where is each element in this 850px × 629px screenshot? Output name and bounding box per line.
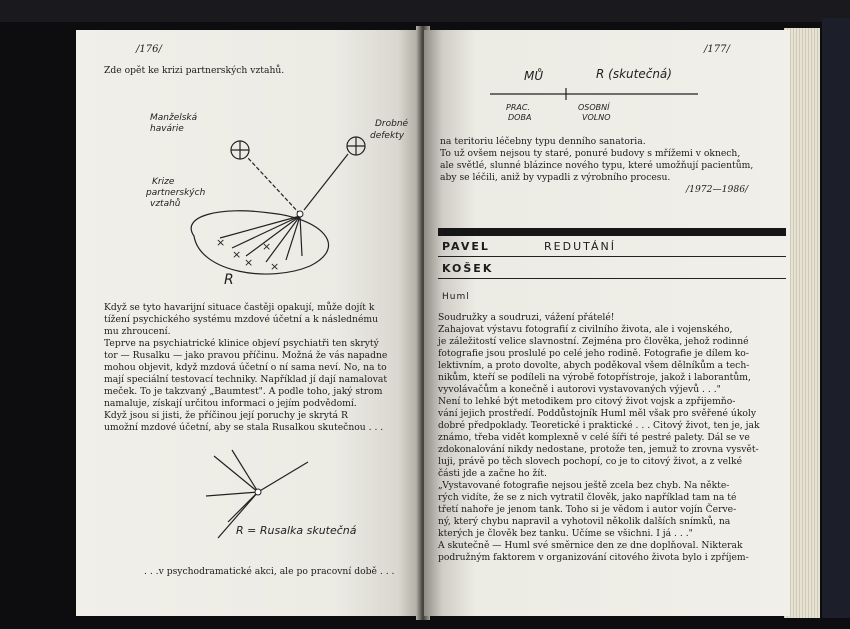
header-rule-1 — [438, 256, 786, 257]
label-r: R — [224, 272, 234, 288]
author-last-name: KOŠEK — [442, 262, 494, 275]
diagram-r: R (skutečná) — [596, 67, 672, 81]
body-line-17: třetí nahoře je jenom tank. Toho si je vědom i autor vojín Červe- — [438, 504, 737, 515]
rusalka-origin — [255, 489, 261, 495]
label-crisis-1: Krize — [152, 177, 175, 187]
body-line-5: lektivním, a proto dovolte, abych poděkoval všem dělníkům a tech- — [438, 360, 750, 371]
top-line-1: na teritoriu léčebny typu denního sanatoria. — [440, 136, 646, 147]
body-line-9: vání jejich prostředí. Poddůstojník Huml měl však pro svěřené úkoly — [438, 408, 757, 419]
svg-text:×: × — [232, 248, 242, 261]
date-range: /1972—1986/ — [686, 184, 749, 195]
body-line-4: fotografie jsou proslulé po celé jeho rodině. Fotografie je dílem ko- — [438, 348, 749, 359]
figure-rusalka — [188, 438, 418, 546]
diagram-osobni-1: OSOBNÍ — [578, 103, 610, 112]
book-cover-top — [0, 0, 850, 22]
label-marriage-2: havárie — [150, 124, 184, 134]
speaker-name: Huml — [442, 292, 470, 302]
diagram-mu: MŮ — [524, 69, 544, 83]
closing-line: . . .v psychodramatické akci, ale po pracovní době . . . — [144, 566, 395, 577]
left-page — [76, 30, 422, 616]
para-line-2: tížení psychického systému mzdové účetní a k následnému — [104, 314, 379, 325]
para-line-11: umožní mzdové účetní, aby se stala Rusalkou skutečnou . . . — [104, 422, 384, 433]
body-line-16: rých vidíte, že se z nich vytratil člověk, jako například tam na té — [438, 492, 737, 503]
body-line-18: ný, který chybu napravil a vyhotovil několik dalších snímků, na — [438, 516, 731, 527]
diagram-prac-1: PRAC. — [506, 103, 530, 112]
body-line-7: vyvolávačům a konečně i autorovi vystavovaných výjevů . . ." — [438, 384, 721, 395]
page-number-right: /177/ — [704, 44, 730, 55]
svg-text:×: × — [262, 240, 272, 253]
para-line-9: namaluje, získají určitou informaci o jejím podvědomí. — [104, 398, 357, 409]
body-line-15: „Vystavované fotografie nejsou ještě zcela bez chyb. Na někte- — [438, 480, 730, 491]
label-marriage-1: Manželská — [150, 113, 198, 123]
para-line-7: mají speciální testovací techniky. Například jí dají namalovat — [104, 374, 388, 385]
body-line-1: Soudružky a soudruzi, vážení přátelé! — [438, 312, 615, 323]
para-line-6: mohou objevit, když mzdová účetní o ní sama neví. No, na to — [104, 362, 387, 373]
story-title: REDUTÁNÍ — [544, 240, 616, 253]
label-defects-2: defekty — [370, 131, 405, 141]
figure-work-leisure — [484, 64, 704, 134]
svg-text:×: × — [216, 236, 226, 249]
label-crisis-3: vztahů — [150, 199, 181, 209]
label-defects-1: Drobné — [375, 119, 409, 129]
rusalka-label: R = Rusalka skutečná — [236, 524, 357, 537]
page-number-left: /176/ — [136, 44, 162, 55]
para-line-10: Když jsou si jisti, že příčinou její poruchy je skrytá R — [104, 410, 348, 421]
para-line-4: Teprve na psychiatrické klinice objeví psychiatři ten skrytý — [104, 338, 379, 349]
author-first-name: PAVEL — [442, 240, 490, 253]
header-band — [438, 228, 786, 236]
right-page — [424, 30, 790, 616]
crisis-ellipse — [191, 211, 328, 274]
section-intro: Zde opět ke krizi partnerských vztahů. — [104, 65, 285, 76]
diagram-prac-2: DOBA — [508, 113, 532, 122]
body-line-2: Zahajovat výstavu fotografií z civilního života, ale i vojenského, — [438, 324, 733, 335]
book-cover-edge — [822, 18, 850, 618]
body-line-19: kterých je člověk bez tanku. Učíme se všichni. I já . . ." — [438, 528, 693, 539]
origin-point — [297, 211, 303, 217]
body-line-11: známo, třeba vidět komplexně v celé šíři té pestré palety. Dál se ve — [438, 432, 750, 443]
para-line-8: meček. To je takzvaný „Baumtest". A podle toho, jaký strom — [104, 386, 383, 397]
para-line-5: tor — Rusalku — jako pravou příčinu. Možná že vás napadne — [104, 350, 388, 361]
body-line-20: A skutečně — Huml své směrnice den ze dne doplňoval. Nikterak — [438, 540, 743, 551]
body-line-3: je záležitostí velice slavnostní. Zejména pro člověka, jehož rodinné — [438, 336, 749, 347]
para-line-3: mu zhroucení. — [104, 326, 171, 337]
figure-partner-crisis — [120, 98, 422, 298]
body-line-12: zdokonalování nikdy nedostane, protože ten, jemuž to zrovna vysvět- — [438, 444, 759, 455]
top-line-2: To už ovšem nejsou ty staré, ponuré budovy s mřížemi v oknech, — [440, 148, 741, 159]
body-line-8: Není to lehké být metodikem pro citový život vojsk a zpřijemňo- — [438, 396, 736, 407]
body-line-13: luji, právě po těch slovech pochopí, co je to citový život, a z velké — [438, 456, 743, 467]
label-crisis-2: partnerských — [146, 188, 206, 198]
header-rule-2 — [438, 278, 786, 279]
body-line-10: dobré předpoklady. Teoretické i praktické . . . Citový život, ten je, jak — [438, 420, 760, 431]
diagram-osobni-2: VOLNO — [582, 113, 611, 122]
top-line-3: ale světlé, slunné blázince nového typu, které umožňují pacientům, — [440, 160, 754, 171]
para-line-1: Když se tyto havarijní situace častěji opakují, může dojít k — [104, 302, 375, 313]
body-line-6: nikům, kteří se podíleli na výrobě fotopřístroje, jakož i laborantům, — [438, 372, 751, 383]
svg-text:×: × — [270, 260, 280, 273]
svg-text:×: × — [244, 256, 254, 269]
body-line-14: části jde a začne ho žít. — [438, 468, 547, 479]
body-line-21: podružným faktorem v organizování citového života bylo i zpříjem- — [438, 552, 749, 563]
top-line-4: aby se léčili, aniž by vypadli z výrobního procesu. — [440, 172, 671, 183]
